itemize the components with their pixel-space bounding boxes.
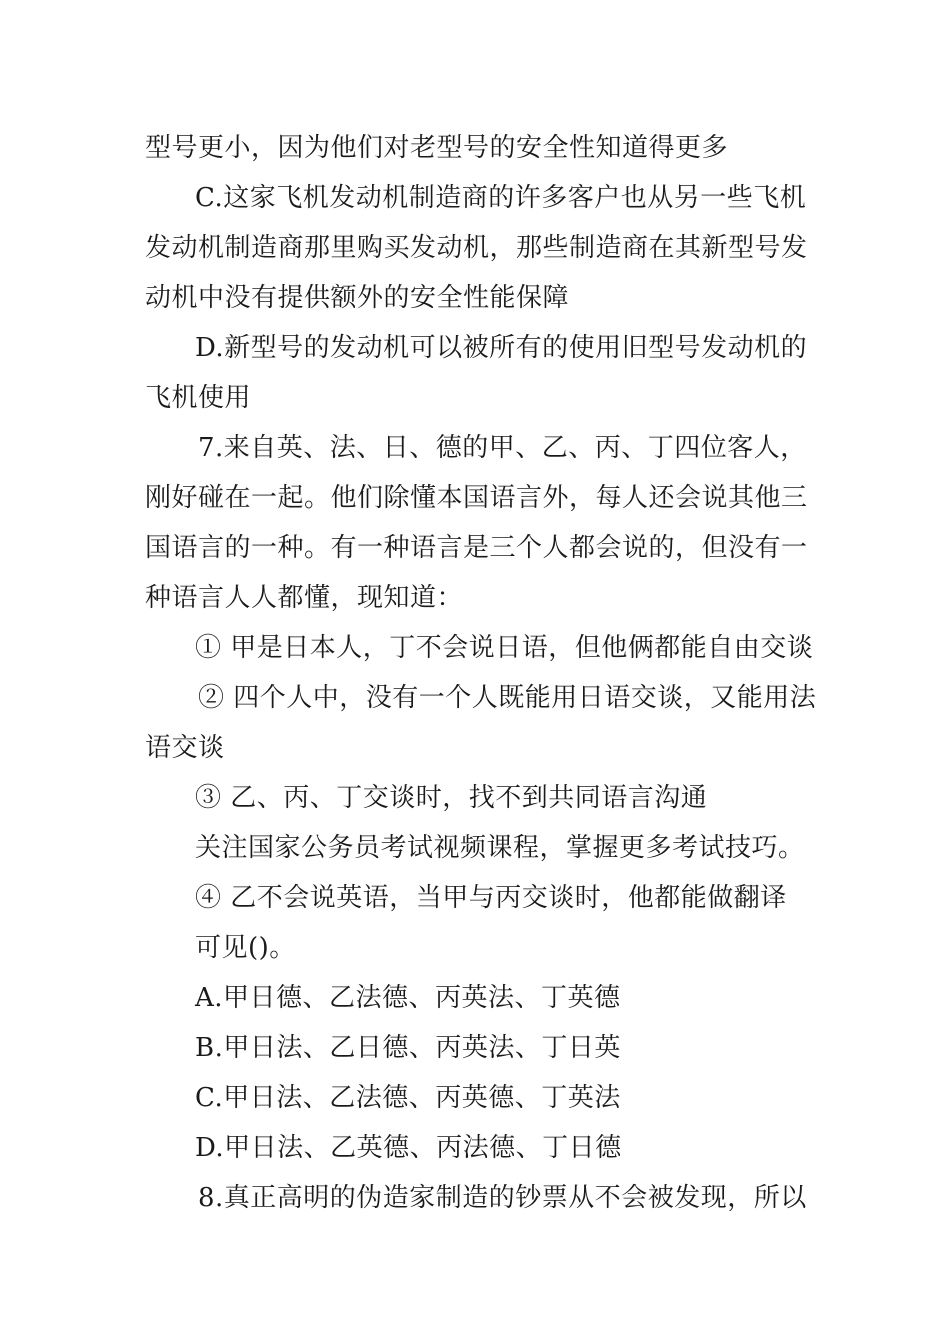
text-line: ④ 乙不会说英语，当甲与丙交谈时，他都能做翻译 [195, 883, 787, 913]
text-line: ① 甲是日本人，丁不会说日语，但他俩都能自由交谈 [195, 633, 814, 663]
text-line: D.甲日法、乙英德、丙法德、丁日德 [195, 1133, 622, 1163]
text-line: ② 四个人中，没有一个人既能用日语交谈，又能用法 [198, 683, 817, 713]
text-line: C.这家飞机发动机制造商的许多客户也从另一些飞机 [195, 183, 807, 213]
text-line: D.新型号的发动机可以被所有的使用旧型号发动机的 [195, 333, 808, 363]
text-line: 型号更小，因为他们对老型号的安全性知道得更多 [145, 133, 729, 163]
text-line: 飞机使用 [145, 383, 252, 413]
text-line: ③ 乙、丙、丁交谈时，找不到共同语言沟通 [195, 783, 708, 813]
text-line: 8.真正高明的伪造家制造的钞票从不会被发现，所以 [198, 1183, 807, 1213]
text-line: C.甲日法、乙法德、丙英德、丁英法 [195, 1083, 621, 1113]
text-line: 7.来自英、法、日、德的甲、乙、丙、丁四位客人， [198, 433, 807, 463]
text-line: B.甲日法、乙日德、丙英法、丁日英 [195, 1033, 621, 1063]
text-line: 发动机制造商那里购买发动机，那些制造商在其新型号发 [145, 233, 808, 263]
text-line: 可见()。 [195, 933, 296, 963]
text-line: 关注国家公务员考试视频课程，掌握更多考试技巧。 [195, 833, 805, 863]
text-line: 种语言人人都懂，现知道： [145, 583, 464, 613]
text-line: A.甲日德、乙法德、丙英法、丁英德 [195, 983, 621, 1013]
text-line: 语交谈 [145, 733, 225, 763]
text-line: 刚好碰在一起。他们除懂本国语言外，每人还会说其他三 [145, 483, 808, 513]
text-line: 动机中没有提供额外的安全性能保障 [145, 283, 570, 313]
text-line: 国语言的一种。有一种语言是三个人都会说的，但没有一 [145, 533, 808, 563]
